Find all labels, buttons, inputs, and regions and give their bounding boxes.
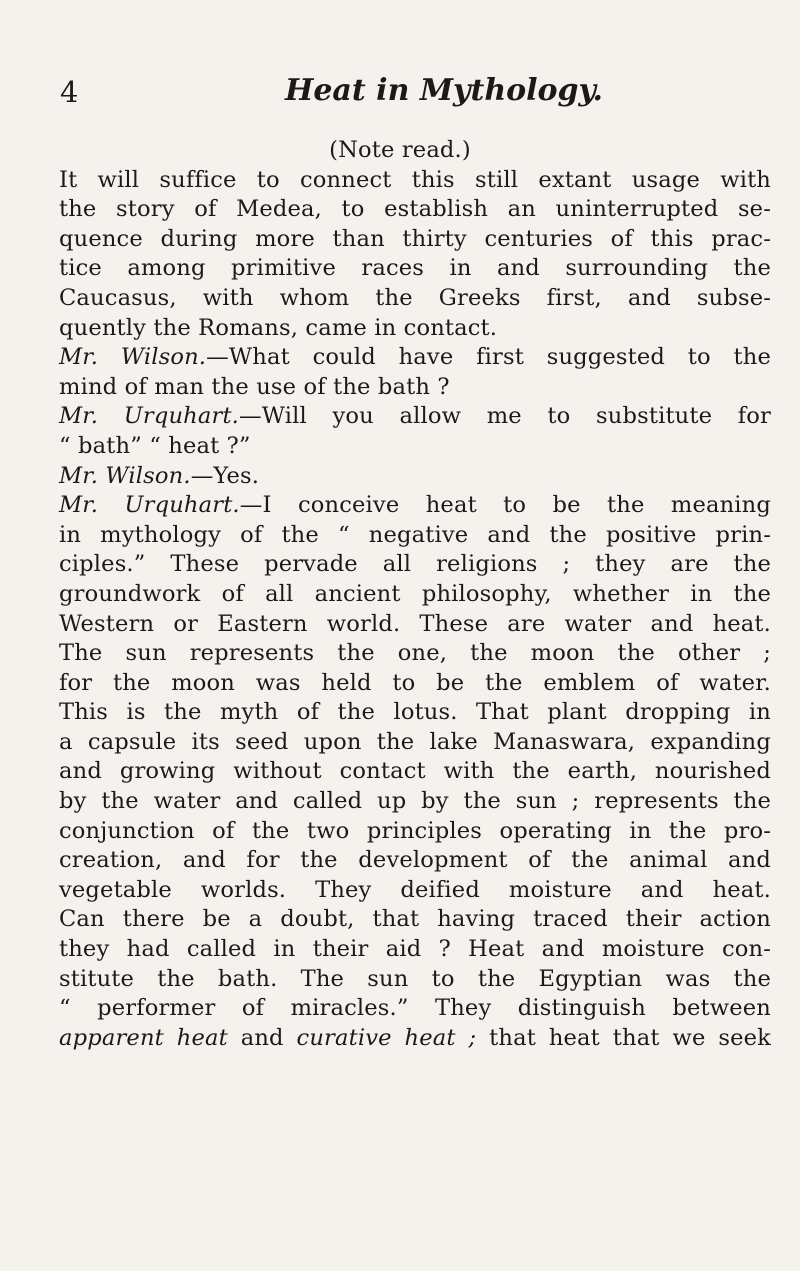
text-line: This is the myth of the lotus. That plant dropping in (59, 699, 771, 726)
text-line: creation, and for the development of the animal and (59, 847, 771, 874)
text-line: the story of Medea, to establish an uninterrupted se- (59, 196, 771, 223)
dialogue-line: Mr. Wilson.—What could have first suggested to the (59, 344, 771, 371)
text-line: ciples.” These pervade all religions ; they are the (59, 551, 771, 578)
text-line: quently the Romans, came in contact. (59, 314, 498, 341)
text-line: Caucasus, with whom the Greeks first, and subse- (59, 284, 771, 311)
text-line: they had called in their aid ? Heat and moisture con- (59, 936, 771, 963)
text-line: for the moon was held to be the emblem of water. (59, 669, 771, 696)
text-line: It will suffice to connect this still extant usage with (59, 166, 771, 193)
dialogue-line: Mr. Wilson.—Yes. (59, 462, 260, 489)
text-line: vegetable worlds. They deified moisture and heat. (59, 876, 771, 903)
italic-phrase: apparent heat (59, 1024, 228, 1051)
text-line: by the water and called up by the sun ; represents the (59, 788, 771, 815)
text-line: and growing without contact with the earth, nourished (59, 758, 771, 785)
text-line: “ performer of miracles.” They distinguish between (59, 995, 771, 1022)
dialogue-line: Mr. Urquhart.—I conceive heat to be the meaning (59, 492, 771, 519)
page-header (0, 72, 800, 112)
speaker-name: Mr. Wilson. (59, 344, 207, 371)
text-line: tice among primitive races in and surrounding the (59, 255, 771, 282)
text-line: “ bath” “ heat ?” (59, 432, 251, 459)
dialogue-line: Mr. Urquhart.—Will you allow me to substitute for (59, 403, 771, 430)
running-title: Heat in Mythology. (285, 73, 603, 108)
text-line: Can there be a doubt, that having traced their action (59, 906, 771, 933)
text-line: quence during more than thirty centuries of this prac- (59, 225, 771, 252)
text-line: Western or Eastern world. These are water and heat. (59, 610, 771, 637)
text-line: mind of man the use of the bath ? (59, 373, 450, 400)
text-line: a capsule its seed upon the lake Manaswara, expanding (59, 728, 771, 755)
text-line: groundwork of all ancient philosophy, whether in the (59, 580, 771, 607)
text-line: in mythology of the “ negative and the positive prin- (59, 521, 771, 548)
page-number: 4 (60, 75, 79, 109)
speaker-name: Mr. Urquhart. (59, 403, 239, 430)
text-line: stitute the bath. The sun to the Egyptian was the (59, 965, 771, 992)
text-line: conjunction of the two principles operating in the pro- (59, 817, 771, 844)
speaker-name: Mr. Wilson. (59, 462, 191, 489)
note-line: (Note read.) (329, 137, 471, 163)
text-line: apparent heat and curative heat ; that heat that we seek (59, 1024, 771, 1051)
italic-phrase: curative heat ; (296, 1024, 477, 1051)
text-line: The sun represents the one, the moon the other ; (59, 640, 771, 667)
speaker-name: Mr. Urquhart. (59, 492, 240, 519)
body-text (59, 136, 771, 1053)
